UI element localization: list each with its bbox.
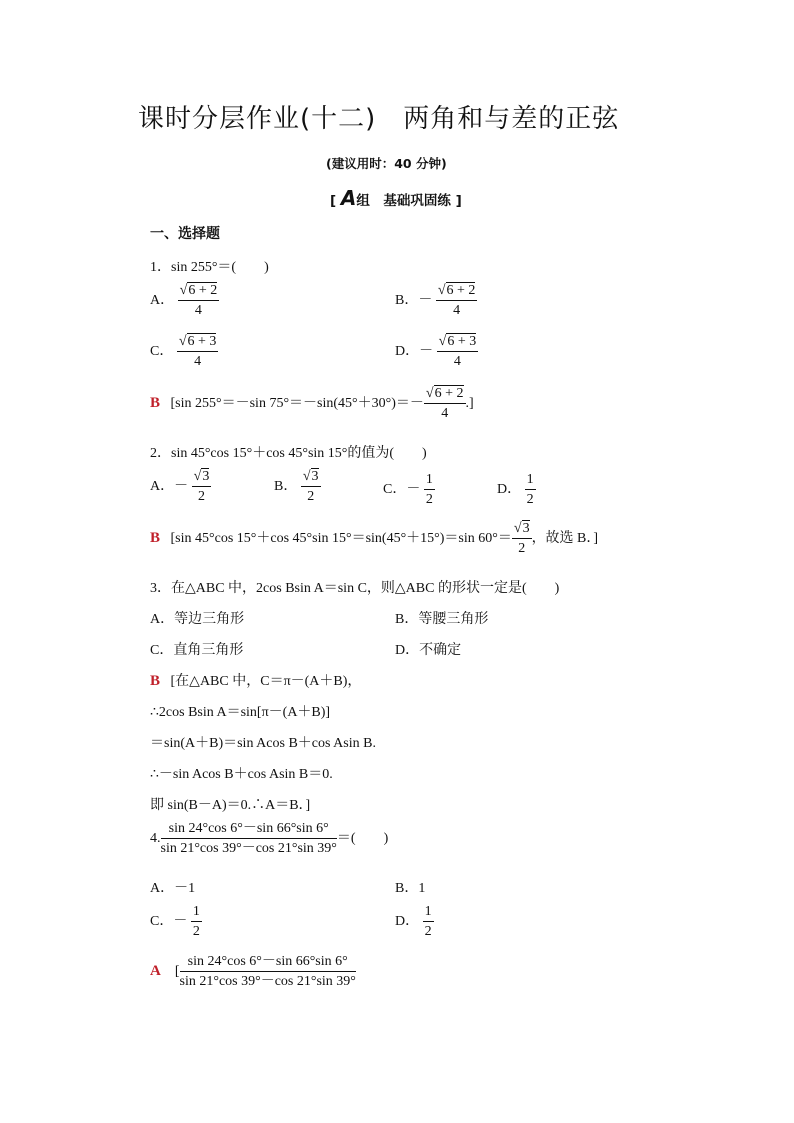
q3-solution-line4: ∴－sin Acos B＋cos Asin B＝0. [150,767,333,782]
fraction: $\frac{√3}{2}$ [513,521,530,556]
q1-stem: 1．sin 255°＝( ) [150,260,269,275]
q1-solution [150,387,474,421]
q4-option-d [395,905,434,939]
fraction [161,822,337,856]
denominator: 4 [453,303,461,318]
numerator: 1 [191,905,202,922]
solution-text: [sin 255°＝－sin 75°＝－sin(45°＋30°)＝－ [170,396,424,412]
bracket-right: ] [455,193,462,209]
q2-option-a [150,470,211,504]
numerator: 6 + 2 [446,283,476,298]
numerator: 6 + 2 [188,283,218,298]
time-note: (建议用时：40 分钟) [326,156,447,171]
bracket-left: [ [330,193,337,209]
answer-letter: B [150,530,161,547]
page-title: 课时分层作业(十二) 两角和与差的正弦 [138,104,620,134]
option-label: D． [395,914,420,930]
section-label: 一、选择题 [150,226,220,242]
fraction: $\frac{√6 + 2}{4}$ [425,386,464,421]
numerator: sin 24°cos 6°－sin 66°sin 6° [180,955,356,972]
numerator: 1 [423,905,434,922]
option-label: A． [150,479,175,495]
option-label: D． [497,482,522,498]
sign: － [418,293,433,309]
denominator: 2 [425,492,433,507]
denominator: 4 [453,354,461,369]
q3-option-b: B．等腰三角形 [395,612,489,627]
fraction: $\frac{√6 + 2}{4}$ [179,283,218,318]
fraction [525,473,536,507]
q1-option-a [150,284,219,318]
fraction [424,473,435,507]
solution-open: [ [174,964,180,980]
denominator: sin 21°cos 39°－cos 21°sin 39° [179,974,356,989]
question-number: 4. [150,831,161,847]
fraction: $\frac{√6 + 2}{4}$ [437,283,476,318]
option-label: C． [150,344,174,360]
denominator: 2 [526,492,534,507]
numerator: 6 + 3 [187,334,217,349]
denominator: 4 [194,303,202,318]
option-label: C． [383,482,407,498]
fraction: $\frac{√3}{2}$ [193,469,210,504]
denominator: 4 [194,354,202,369]
q3-option-c: C．直角三角形 [150,643,244,658]
q3-solution-line3: ＝sin(A＋B)＝sin Acos B＋cos Asin B. [150,736,376,751]
numerator: 3 [202,469,210,484]
q2-option-d [497,473,536,507]
q3-option-d: D．不确定 [395,643,462,658]
sign: － [174,479,189,495]
fraction: $\frac{√6 + 3}{4}$ [438,334,477,369]
q4-solution [150,955,356,989]
solution-text: [在△ABC 中，C＝π－(A＋B)， [170,674,362,689]
q1-option-b [395,284,477,318]
option-label: A． [150,293,175,309]
q3-option-a: A．等边三角形 [150,612,245,627]
numerator: 1 [424,473,435,490]
q2-option-c [383,473,435,507]
fraction: $\frac{√3}{2}$ [302,469,319,504]
option-label: D． [395,344,420,360]
option-label: B． [274,479,298,495]
numerator: 3 [311,469,319,484]
denominator: 4 [441,406,449,421]
solution-end: ，故选 B．] [531,531,599,547]
denominator: 2 [307,489,315,504]
group-letter: A [340,186,357,210]
fraction [191,905,202,939]
numerator: sin 24°cos 6°－sin 66°sin 6° [161,822,337,839]
option-label: C． [150,914,174,930]
q3-solution-line1 [150,670,361,690]
denominator: 2 [424,924,432,939]
fraction [423,905,434,939]
denominator: 2 [197,489,205,504]
numerator: 1 [525,473,536,490]
answer-letter: B [150,673,161,689]
denominator: 2 [518,541,526,556]
q4-option-a: A．－1 [150,881,196,896]
q4-option-b: B．1 [395,881,426,896]
q2-option-b [274,470,321,504]
option-label: B． [395,293,419,309]
fraction [180,955,356,989]
sign: － [419,344,434,360]
sign: － [173,914,188,930]
group-text: 组 基础巩固练 [356,193,451,209]
q3-stem: 3．在△ABC 中，2cos Bsin A＝sin C，则△ABC 的形状一定是( ) [150,581,560,596]
numerator: 6 + 2 [434,386,464,401]
sign: － [406,482,421,498]
q2-solution [150,522,598,556]
q2-stem: 2．sin 45°cos 15°＋cos 45°sin 15°的值为( ) [150,446,427,461]
numerator: 6 + 3 [447,334,477,349]
q1-option-d [395,335,478,369]
stem-tail: ＝( ) [336,831,389,847]
q4-option-c [150,905,202,939]
q3-solution-line5: 即 sin(B－A)＝0.∴A＝B．] [150,798,311,813]
numerator: 3 [522,521,530,536]
group-heading [330,186,462,210]
answer-letter: A [150,963,161,980]
q1-option-c [150,335,218,369]
q4-stem [150,822,388,856]
fraction: $\frac{√6 + 3}{4}$ [178,334,217,369]
solution-text: [sin 45°cos 15°＋cos 45°sin 15°＝sin(45°＋15°)＝sin 60°＝ [170,531,512,547]
q3-solution-line2: ∴2cos Bsin A＝sin[π－(A＋B)] [150,705,331,720]
denominator: 2 [192,924,200,939]
denominator: sin 21°cos 39°－cos 21°sin 39° [160,841,337,856]
answer-letter: B [150,395,161,412]
solution-end: .] [465,396,474,412]
